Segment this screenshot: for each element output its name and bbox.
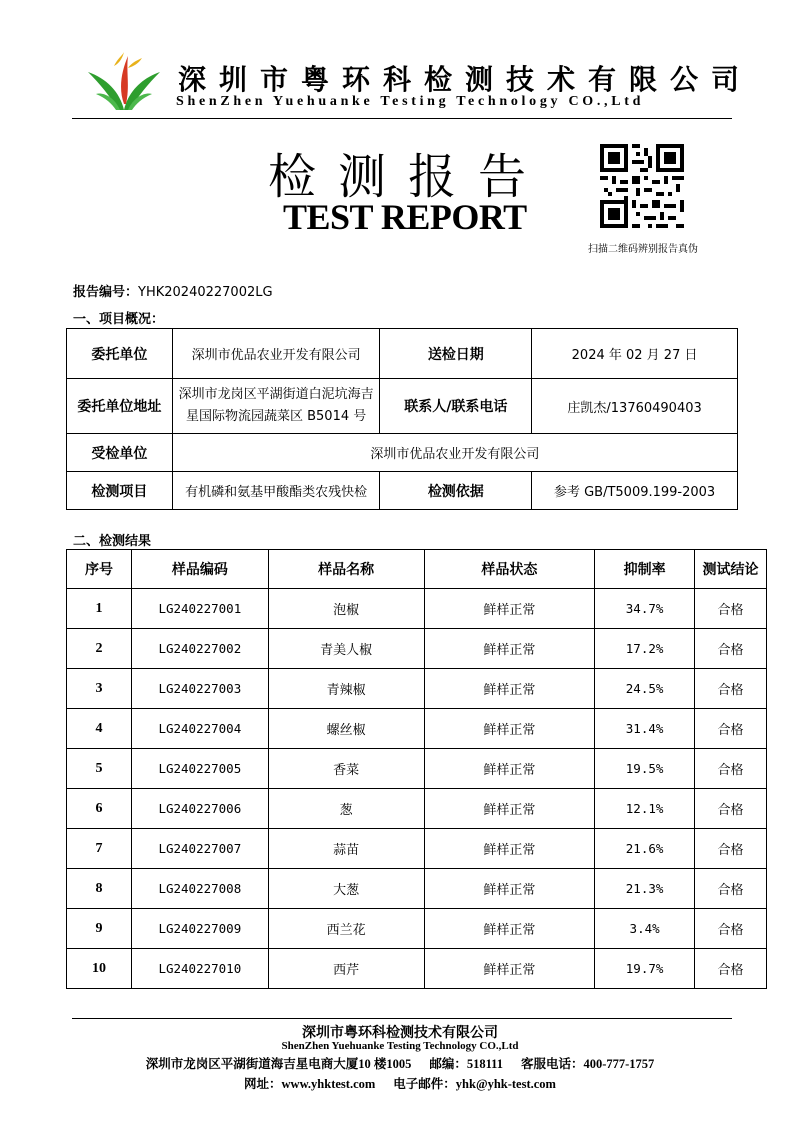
row-conclusion: 合格 — [695, 589, 767, 629]
inspected-unit-label: 受检单位 — [67, 434, 173, 472]
report-title-en: TEST REPORT — [283, 197, 527, 237]
row-inhibition-rate: 34.7% — [595, 589, 695, 629]
footer-service-label: 客服电话： — [520, 1057, 584, 1071]
row-sample-code: LG240227005 — [131, 749, 268, 789]
report-title-cn: 检测报告 — [268, 149, 549, 205]
footer-postcode: 518111 — [466, 1057, 503, 1071]
address-label: 委托单位地址 — [67, 379, 173, 434]
row-inhibition-rate: 21.6% — [595, 829, 695, 869]
row-seq: 9 — [67, 909, 132, 949]
table-row — [67, 669, 767, 709]
row-sample-name: 香菜 — [268, 749, 424, 789]
table-row — [67, 589, 767, 629]
column-header-inhibition-rate: 抑制率 — [595, 550, 695, 589]
company-name-en: ShenZhen Yuehuanke Testing Technology CO.,Ltd — [176, 94, 645, 109]
table-row — [67, 709, 767, 749]
row-sample-code: LG240227008 — [131, 869, 268, 909]
column-header-conclusion: 测试结论 — [695, 550, 767, 589]
row-conclusion: 合格 — [695, 789, 767, 829]
row-conclusion: 合格 — [695, 709, 767, 749]
footer-email-link[interactable]: yhk@yhk-test.com — [455, 1077, 556, 1091]
row-seq: 10 — [67, 949, 132, 989]
row-sample-code: LG240227010 — [131, 949, 268, 989]
row-seq: 3 — [67, 669, 132, 709]
row-sample-status: 鲜样正常 — [424, 829, 595, 869]
table-row — [67, 789, 767, 829]
date-value: 2024 年 02 月 27 日 — [532, 329, 738, 379]
row-sample-code: LG240227002 — [131, 629, 268, 669]
row-sample-name: 蒜苗 — [268, 829, 424, 869]
row-inhibition-rate: 24.5% — [595, 669, 695, 709]
row-conclusion: 合格 — [695, 869, 767, 909]
row-seq: 2 — [67, 629, 132, 669]
row-sample-name: 西芹 — [268, 949, 424, 989]
contact-label: 联系人/联系电话 — [380, 379, 532, 434]
column-header-sample-name: 样品名称 — [268, 550, 424, 589]
row-sample-code: LG240227001 — [131, 589, 268, 629]
row-seq: 7 — [67, 829, 132, 869]
footer-postcode-label: 邮编： — [429, 1057, 467, 1071]
row-sample-status: 鲜样正常 — [424, 709, 595, 749]
row-sample-status: 鲜样正常 — [424, 629, 595, 669]
row-sample-name: 西兰花 — [268, 909, 424, 949]
row-sample-code: LG240227004 — [131, 709, 268, 749]
address-value — [172, 379, 380, 434]
row-inhibition-rate: 21.3% — [595, 869, 695, 909]
table-row — [67, 829, 767, 869]
qr-code[interactable] — [600, 144, 684, 228]
row-conclusion: 合格 — [695, 629, 767, 669]
address-line-2: 星国际物流园蔬菜区 B5014 号 — [185, 409, 367, 424]
contact-value: 庄凯杰/13760490403 — [532, 379, 738, 434]
client-label: 委托单位 — [67, 329, 173, 379]
qr-caption: 扫描二维码辨别报告真伪 — [588, 244, 698, 255]
inspected-unit-value: 深圳市优品农业开发有限公司 — [172, 434, 737, 472]
footer-service-phone: 400-777-1757 — [583, 1057, 655, 1071]
row-sample-name: 青美人椒 — [268, 629, 424, 669]
row-conclusion: 合格 — [695, 669, 767, 709]
column-header-sample-code: 样品编码 — [131, 550, 268, 589]
footer-contact-line — [0, 1054, 800, 1072]
row-sample-status: 鲜样正常 — [424, 749, 595, 789]
row-sample-status: 鲜样正常 — [424, 589, 595, 629]
row-sample-code: LG240227006 — [131, 789, 268, 829]
company-name-cn: 深圳市粤环科检测技术有限公司 — [178, 63, 753, 96]
row-sample-status: 鲜样正常 — [424, 669, 595, 709]
row-inhibition-rate: 19.7% — [595, 949, 695, 989]
row-inhibition-rate: 19.5% — [595, 749, 695, 789]
row-seq: 6 — [67, 789, 132, 829]
table-row — [67, 909, 767, 949]
report-number-line — [73, 281, 273, 300]
footer-company-cn: 深圳市粤环科检测技术有限公司 — [302, 1026, 498, 1041]
row-inhibition-rate: 17.2% — [595, 629, 695, 669]
row-inhibition-rate: 12.1% — [595, 789, 695, 829]
row-inhibition-rate: 3.4% — [595, 909, 695, 949]
footer-website-label: 网址： — [244, 1077, 282, 1091]
row-sample-status: 鲜样正常 — [424, 949, 595, 989]
footer-divider — [72, 1018, 732, 1019]
row-sample-name: 大葱 — [268, 869, 424, 909]
row-conclusion: 合格 — [695, 829, 767, 869]
date-label: 送检日期 — [380, 329, 532, 379]
row-seq: 8 — [67, 869, 132, 909]
row-sample-name: 泡椒 — [268, 589, 424, 629]
row-conclusion: 合格 — [695, 949, 767, 989]
footer-website-link[interactable]: www.yhktest.com — [281, 1077, 376, 1091]
header-divider — [72, 118, 732, 119]
section-project-overview-title: 一、项目概况： — [73, 312, 165, 327]
footer-company-en: ShenZhen Yuehuanke Testing Technology CO.,Ltd — [281, 1040, 519, 1052]
footer-web-line — [0, 1074, 800, 1092]
test-results-table — [66, 549, 767, 989]
row-seq: 4 — [67, 709, 132, 749]
row-sample-code: LG240227009 — [131, 909, 268, 949]
test-basis-label: 检测依据 — [380, 472, 532, 510]
test-item-value: 有机磷和氨基甲酸酯类农残快检 — [172, 472, 380, 510]
row-sample-code: LG240227007 — [131, 829, 268, 869]
company-logo — [84, 48, 164, 112]
column-header-seq: 序号 — [67, 550, 132, 589]
row-sample-name: 葱 — [268, 789, 424, 829]
client-value: 深圳市优品农业开发有限公司 — [172, 329, 380, 379]
row-conclusion: 合格 — [695, 749, 767, 789]
test-basis-value: 参考 GB/T5009.199-2003 — [532, 472, 738, 510]
row-inhibition-rate: 31.4% — [595, 709, 695, 749]
footer-email-label: 电子邮件： — [393, 1077, 456, 1091]
row-sample-name: 青辣椒 — [268, 669, 424, 709]
row-conclusion: 合格 — [695, 909, 767, 949]
footer-address: 深圳市龙岗区平湖街道海吉星电商大厦10 楼1005 — [145, 1057, 412, 1071]
test-item-label: 检测项目 — [67, 472, 173, 510]
report-number-label: 报告编号： — [73, 285, 139, 300]
row-sample-name: 螺丝椒 — [268, 709, 424, 749]
row-seq: 1 — [67, 589, 132, 629]
row-sample-status: 鲜样正常 — [424, 909, 595, 949]
row-sample-status: 鲜样正常 — [424, 789, 595, 829]
row-seq: 5 — [67, 749, 132, 789]
row-sample-code: LG240227003 — [131, 669, 268, 709]
column-header-sample-status: 样品状态 — [424, 550, 595, 589]
section-test-results-title: 二、检测结果 — [73, 534, 152, 549]
row-sample-status: 鲜样正常 — [424, 869, 595, 909]
table-row — [67, 629, 767, 669]
report-number: YHK20240227002LG — [138, 285, 273, 300]
table-row — [67, 949, 767, 989]
address-line-1: 深圳市龙岗区平湖街道白泥坑海吉 — [178, 387, 374, 402]
table-row — [67, 749, 767, 789]
project-overview-table — [66, 328, 738, 510]
table-row — [67, 869, 767, 909]
